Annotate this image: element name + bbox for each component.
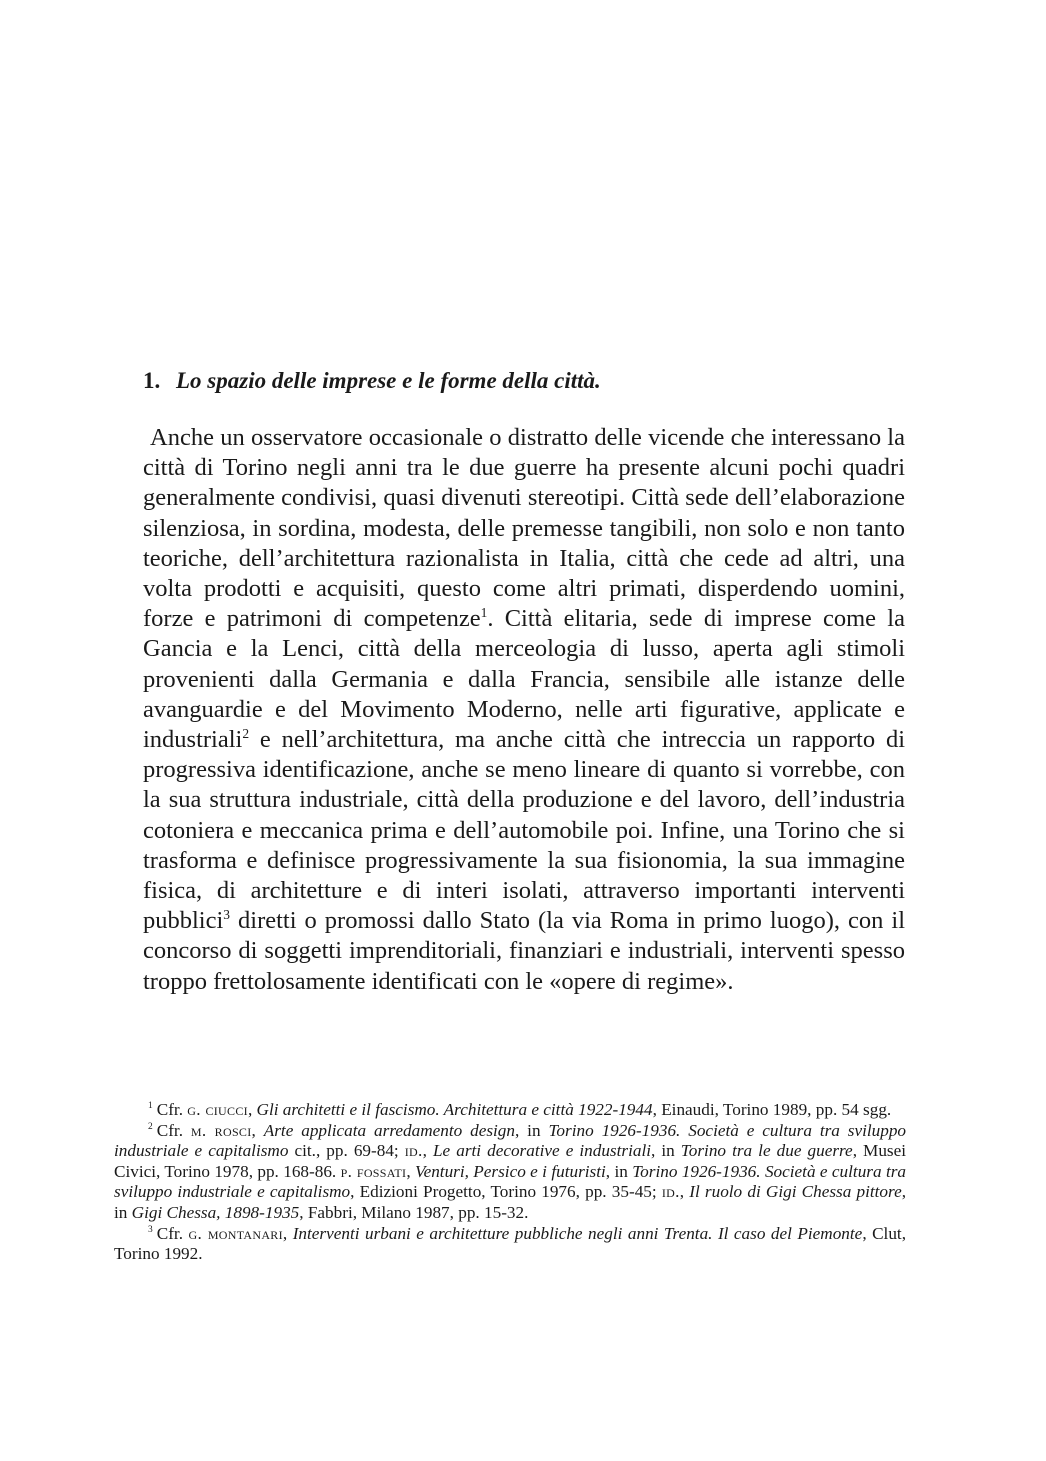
body-text-segment: e nell’architettura, ma anche città che intreccia un rapporto di progressiva identificazione, anche se meno lineare di quanto si vorrebbe, con la sua struttura industriale, città della produzione e del lavoro, dell’industria cotoniera e meccanica prima e dell’automobile poi. Infine, una Torino che si trasforma e definisce progressivamente la sua fisionomia, la sua immagine fisica, di architetture e di interi isolati, attraverso importanti interventi pubblici	[143, 726, 905, 935]
footnote-number: 2	[148, 1121, 153, 1132]
footnote-title: Le arti decorative e industriali	[432, 1141, 652, 1161]
footnote-title: Venturi, Persico e i futuristi	[414, 1161, 606, 1181]
footnote-text: ,	[282, 1223, 293, 1243]
footnote-text: , in	[605, 1161, 633, 1181]
footnote-author: m. rosci	[190, 1120, 252, 1140]
footnote-title: Gli architetti e il fascismo. Architettura e città 1922-1944	[256, 1100, 653, 1119]
footnote-3	[114, 1224, 906, 1265]
footnote-text: , Musei Civici, Torino 1978, pp. 168-86.	[114, 1141, 907, 1181]
body-text-segment: Anche un osservatore occasionale o distratto delle vicende che interessano la città di Torino negli anni tra le due guerre ha presente alcuni pochi quadri generalmente condivisi, quasi divenuti stereotipi. Città sede dell’elaborazione silenziosa, in sordina, modesta, delle premesse tangibili, non solo e non tanto teoriche, dell’architettura razionalista in Italia, città che cede ad altri, una volta prodotti e acquisiti, questo come altri primati, disperdendo uomini, forze e patrimoni di competenze	[143, 424, 905, 633]
footnote-text: Cfr.	[156, 1223, 189, 1243]
footnote-text: ,	[247, 1100, 257, 1119]
footnote-title: Torino tra le due guerre	[680, 1141, 853, 1161]
body-text-segment: . Città elitaria, sede di imprese come la Gancia e la Lenci, città della merceologia di lusso, aperta agli stimoli provenienti dalla Germania e dalla Francia, sensibile alle istanze delle avanguardie e del Movimento Moderno, nelle arti figurative, applicate e industriali	[143, 605, 905, 754]
footnote-text: , Einaudi, Torino 1989, pp. 54 sgg.	[652, 1100, 892, 1119]
footnote-text: , Clut, Torino 1992.	[114, 1223, 906, 1264]
body-paragraph	[143, 423, 905, 997]
footnote-text: ,	[251, 1120, 264, 1140]
footnote-title: Gigi Chessa, 1898-1935	[131, 1202, 300, 1222]
section-heading	[143, 365, 905, 397]
footnote-text: , Fabbri, Milano 1987, pp. 15-32.	[299, 1202, 529, 1222]
footnote-text: Cfr.	[156, 1100, 188, 1119]
footnote-2	[114, 1121, 906, 1224]
body-text-segment: diretti o promossi dallo Stato (la via Roma in primo luogo), con il concorso di soggetti imprenditoriali, finanziari e industriali, interventi spesso troppo frettolosamente identificati con le «opere di regime».	[143, 907, 905, 995]
section-title: Lo spazio delle imprese e le forme della città.	[176, 368, 601, 393]
footnote-ref-2[interactable]: 2	[242, 725, 250, 741]
footnote-number: 1	[148, 1101, 153, 1112]
footnote-1	[114, 1100, 906, 1121]
footnote-text: , Edizioni Progetto, Torino 1976, pp. 35-45;	[350, 1182, 662, 1202]
footnote-text: , in	[651, 1141, 681, 1161]
footnote-title: Interventi urbani e architetture pubbliche negli anni Trenta. Il caso del Piemonte	[292, 1223, 863, 1243]
footnote-author: g. ciucci	[187, 1100, 248, 1119]
footnote-title: Arte applicata arredamento design	[263, 1120, 515, 1140]
footnote-text: , in	[114, 1182, 906, 1222]
footnotes	[114, 1100, 906, 1265]
footnote-title: Torino 1926-1936. Società e cultura tra sviluppo industriale e capitalismo	[114, 1161, 906, 1202]
footnote-title: Torino 1926-1936. Società e cultura tra sviluppo industriale e capitalismo	[114, 1120, 907, 1161]
footnote-text: cit., pp. 69-84;	[288, 1141, 405, 1161]
footnote-number: 3	[148, 1224, 153, 1235]
footnote-ibid: id.	[661, 1182, 680, 1202]
footnote-ibid: id.	[404, 1141, 423, 1161]
footnote-ref-1[interactable]: 1	[480, 605, 488, 621]
footnote-text: , in	[514, 1120, 549, 1140]
footnote-text: ,	[422, 1141, 433, 1161]
section-number: 1.	[143, 368, 161, 393]
footnote-author: g. montanari	[188, 1223, 283, 1243]
footnote-author: p. fossati	[340, 1161, 407, 1181]
footnote-title: Il ruolo di Gigi Chessa pittore	[689, 1182, 902, 1202]
footnote-ref-3[interactable]: 3	[223, 907, 231, 923]
footnote-text: Cfr.	[156, 1120, 191, 1140]
footnote-text: ,	[406, 1161, 415, 1181]
footnote-text: ,	[679, 1182, 690, 1202]
page-content	[143, 365, 905, 997]
